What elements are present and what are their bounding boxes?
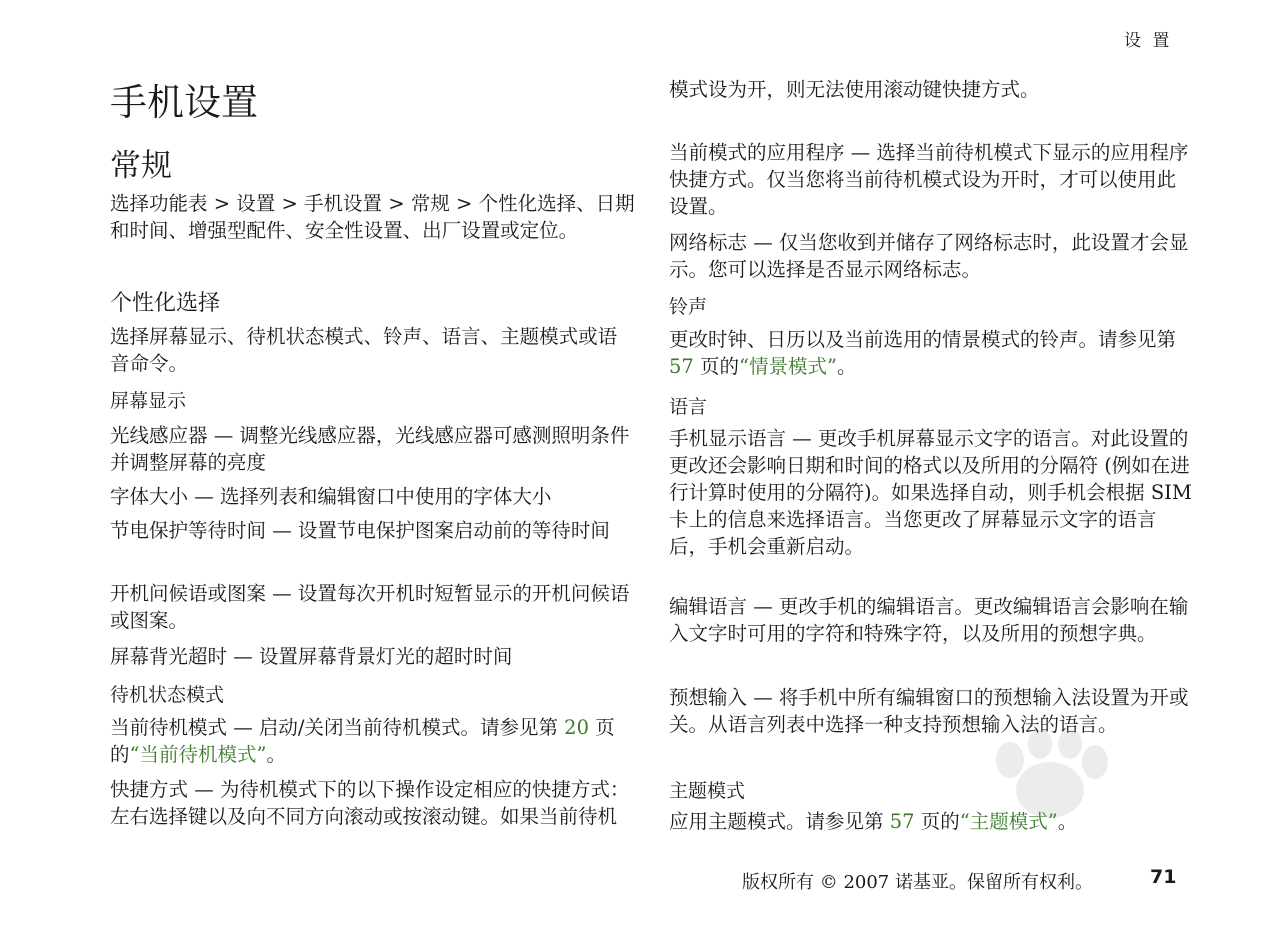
- standby-heading: 待机状态模式: [110, 684, 225, 706]
- intro-paragraph: 选择功能表 > 设置 > 手机设置 > 常规 > 个性化选择、日期和时间、增强型配件、安全性设置、出厂设置或定位。: [110, 192, 635, 242]
- display-item-backlight: 屏幕背光超时 — 设置屏幕背景灯光的超时时间: [110, 645, 513, 668]
- cross-reference-link[interactable]: “当前待机模式”: [129, 743, 267, 766]
- copyright-footer: 版权所有 © 2007 诺基亚。保留所有权利。: [742, 872, 1093, 893]
- language-edit-item: 编辑语言 — 更改手机的编辑语言。更改编辑语言会影响在输入文字时可用的字符和特殊字符，以及所用的预想字典。: [669, 595, 1189, 645]
- page-number: 71: [1150, 866, 1177, 888]
- baidu-watermark: [910, 730, 1200, 870]
- display-item-saver-timeout: 节电保护等待时间 — 设置节电保护图案启动前的等待时间: [110, 519, 610, 542]
- theme-paragraph: 应用主题模式。请参见第 57 页的“主题模式”。: [669, 810, 1078, 833]
- display-item-font-size: 字体大小 — 选择列表和编辑窗口中使用的字体大小: [110, 485, 552, 508]
- display-item-light-sensor: 光线感应器 — 调整光线感应器，光线感应器可感测照明条件并调整屏幕的亮度: [110, 424, 630, 474]
- display-heading: 屏幕显示: [110, 390, 187, 412]
- section-title: 常规: [110, 148, 172, 184]
- paw-icon: [910, 730, 1200, 870]
- language-predictive-item: 预想输入 — 将手机中所有编辑窗口的预想输入法设置为开或关。从语言列表中选择一种支持预想输入法的语言。: [669, 686, 1189, 736]
- standby-apps-item: 当前模式的应用程序 — 选择当前待机模式下显示的应用程序快捷方式。仅当您将当前待机模式设为开时，才可以使用此设置。: [669, 141, 1189, 218]
- personal-intro: 选择屏幕显示、待机状态模式、铃声、语言、主题模式或语音命令。: [110, 325, 618, 375]
- display-item-welcome: 开机问候语或图案 — 设置每次开机时短暂显示的开机问候语或图案。: [110, 582, 630, 632]
- language-heading: 语言: [669, 396, 708, 418]
- language-phone-item: 手机显示语言 — 更改手机屏幕显示文字的语言。对此设置的更改还会影响日期和时间的格式以及所用的分隔符 (例如在进行计算时使用的分隔符)。如果选择自动，则手机会根据 SIM 卡上的信息来选择语言。当您更改了屏幕显示文字的语言后，手机会重新启动。: [669, 427, 1192, 558]
- standby-logo-item: 网络标志 — 仅当您收到并储存了网络标志时，此设置才会显示。您可以选择是否显示网络标志。: [669, 231, 1189, 281]
- tones-heading: 铃声: [669, 296, 708, 318]
- cross-reference-link[interactable]: “情景模式”: [739, 355, 837, 378]
- standby-active-item: 当前待机模式 — 启动/关闭当前待机模式。请参见第 20 页的“当前待机模式”。: [110, 716, 615, 766]
- standby-shortcut-item-part1: 快捷方式 — 为待机模式下的以下操作设定相应的快捷方式：左右选择键以及向不同方向滚动或按滚动键。如果当前待机: [110, 778, 630, 828]
- tones-paragraph: 更改时钟、日历以及当前选用的情景模式的铃声。请参见第 57 页的“情景模式”。: [669, 328, 1177, 378]
- personal-heading: 个性化选择: [110, 291, 221, 316]
- standby-shortcut-item-part2: 模式设为开，则无法使用滚动键快捷方式。: [669, 78, 1040, 101]
- running-header: 设 置: [1124, 31, 1173, 51]
- cross-reference-link[interactable]: “主题模式”: [959, 810, 1058, 833]
- page-title: 手机设置: [110, 81, 258, 124]
- theme-heading: 主题模式: [669, 780, 746, 802]
